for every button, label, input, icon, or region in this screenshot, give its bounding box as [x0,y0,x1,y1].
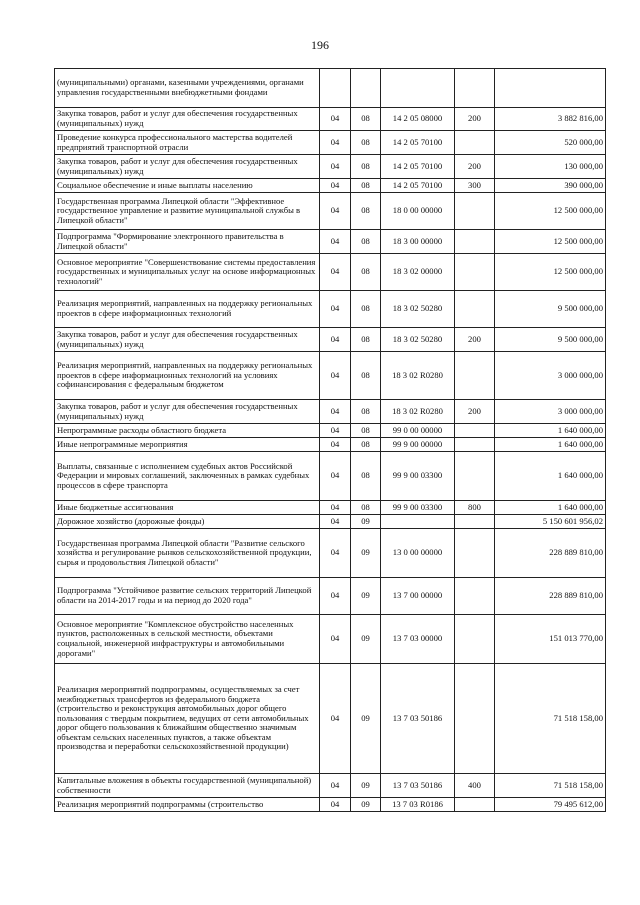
row-description: (муниципальными) органами, казенными учреждениями, органами управления государственными внебюджетными фондами [55,69,320,108]
row-expense-type [455,664,495,774]
row-section-code: 04 [320,155,351,179]
row-amount: 228 889 810,00 [495,578,606,615]
row-subsection-code [351,69,381,108]
table-row [55,328,606,352]
row-subsection-code: 08 [351,254,381,291]
row-description: Социальное обеспечение и иные выплаты населению [55,179,320,193]
table-row [55,452,606,501]
row-target-article: 18 3 02 R0280 [381,352,455,400]
table-row [55,424,606,438]
row-section-code: 04 [320,515,351,529]
row-expense-type [455,69,495,108]
table-row [55,664,606,774]
row-amount: 1 640 000,00 [495,438,606,452]
row-expense-type [455,452,495,501]
row-section-code: 04 [320,615,351,664]
row-target-article: 18 3 00 00000 [381,230,455,254]
row-target-article: 18 0 00 00000 [381,193,455,230]
row-amount: 9 500 000,00 [495,291,606,328]
row-description: Непрограммные расходы областного бюджета [55,424,320,438]
row-section-code: 04 [320,131,351,155]
row-description: Закупка товаров, работ и услуг для обеспечения государственных (муниципальных) нужд [55,108,320,131]
row-section-code: 04 [320,774,351,798]
table-row [55,230,606,254]
row-target-article: 18 3 02 00000 [381,254,455,291]
row-expense-type: 200 [455,328,495,352]
row-expense-type [455,230,495,254]
row-amount: 151 013 770,00 [495,615,606,664]
row-amount: 3 000 000,00 [495,352,606,400]
row-subsection-code: 08 [351,131,381,155]
row-subsection-code: 08 [351,179,381,193]
table-row [55,352,606,400]
row-subsection-code: 08 [351,328,381,352]
row-subsection-code: 08 [351,438,381,452]
row-target-article: 14 2 05 70100 [381,131,455,155]
row-target-article: 13 7 00 00000 [381,578,455,615]
row-amount [495,69,606,108]
table-row [55,400,606,424]
row-amount: 130 000,00 [495,155,606,179]
table-row [55,108,606,131]
row-section-code: 04 [320,291,351,328]
page-number: 196 [311,38,329,52]
row-target-article: 14 2 05 70100 [381,179,455,193]
row-description: Выплаты, связанные с исполнением судебных актов Российской Федерации и мировых соглашений, заключенных в рамках судебных процессов в сфере транспорта [55,452,320,501]
row-target-article: 14 2 05 70100 [381,155,455,179]
row-description: Основное мероприятие "Совершенствование системы предоставления государственных и муниципальных услуг на основе информационных технологий" [55,254,320,291]
row-amount: 390 000,00 [495,179,606,193]
row-section-code: 04 [320,529,351,578]
row-amount: 228 889 810,00 [495,529,606,578]
row-expense-type [455,424,495,438]
row-description: Реализация мероприятий, направленных на поддержку региональных проектов в сфере информационных технологий [55,291,320,328]
row-expense-type [455,291,495,328]
row-expense-type [455,529,495,578]
row-section-code: 04 [320,664,351,774]
row-subsection-code: 09 [351,515,381,529]
row-section-code: 04 [320,352,351,400]
table-row [55,69,606,108]
row-expense-type [455,254,495,291]
row-target-article: 13 7 03 50186 [381,774,455,798]
row-expense-type: 400 [455,774,495,798]
row-description: Реализация мероприятий подпрограммы (строительство [55,798,320,812]
row-amount: 1 640 000,00 [495,452,606,501]
table-row [55,155,606,179]
table-row [55,515,606,529]
row-expense-type [455,798,495,812]
row-amount: 9 500 000,00 [495,328,606,352]
table-row [55,254,606,291]
row-target-article: 18 3 02 50280 [381,291,455,328]
row-target-article: 99 9 00 03300 [381,501,455,515]
table-row [55,438,606,452]
row-description: Проведение конкурса профессионального мастерства водителей предприятий транспортной отрасли [55,131,320,155]
row-target-article [381,69,455,108]
table-row [55,798,606,812]
row-description: Дорожное хозяйство (дорожные фонды) [55,515,320,529]
row-target-article: 13 7 03 00000 [381,615,455,664]
row-target-article: 18 3 02 R0280 [381,400,455,424]
row-target-article [381,515,455,529]
row-expense-type [455,515,495,529]
row-amount: 71 518 158,00 [495,664,606,774]
row-target-article: 99 9 00 00000 [381,438,455,452]
row-subsection-code: 08 [351,155,381,179]
row-target-article: 99 9 00 03300 [381,452,455,501]
row-subsection-code: 09 [351,798,381,812]
row-description: Закупка товаров, работ и услуг для обеспечения государственных (муниципальных) нужд [55,155,320,179]
table-row [55,529,606,578]
row-expense-type [455,131,495,155]
row-expense-type [455,615,495,664]
table-row [55,131,606,155]
row-expense-type: 200 [455,155,495,179]
row-amount: 520 000,00 [495,131,606,155]
row-section-code: 04 [320,328,351,352]
row-amount: 12 500 000,00 [495,193,606,230]
row-target-article: 14 2 05 08000 [381,108,455,131]
row-description: Капитальные вложения в объекты государственной (муниципальной) собственности [55,774,320,798]
row-description: Иные бюджетные ассигнования [55,501,320,515]
row-description: Государственная программа Липецкой области "Эффективное государственное управление и развитие муниципальной службы в Липецкой области" [55,193,320,230]
row-subsection-code: 08 [351,108,381,131]
row-amount: 79 495 612,00 [495,798,606,812]
row-subsection-code: 09 [351,578,381,615]
row-section-code: 04 [320,452,351,501]
row-section-code: 04 [320,230,351,254]
row-section-code: 04 [320,193,351,230]
row-description: Иные непрограммные мероприятия [55,438,320,452]
row-expense-type: 200 [455,108,495,131]
row-description: Закупка товаров, работ и услуг для обеспечения государственных (муниципальных) нужд [55,400,320,424]
row-description: Закупка товаров, работ и услуг для обеспечения государственных (муниципальных) нужд [55,328,320,352]
row-target-article: 99 0 00 00000 [381,424,455,438]
row-description: Государственная программа Липецкой области "Развитие сельского хозяйства и регулирование рынков сельскохозяйственной продукции, сырья и продовольствия Липецкой области" [55,529,320,578]
table-row [55,615,606,664]
row-expense-type: 200 [455,400,495,424]
row-section-code: 04 [320,438,351,452]
row-section-code: 04 [320,400,351,424]
row-target-article: 13 7 03 50186 [381,664,455,774]
row-amount: 3 882 816,00 [495,108,606,131]
row-subsection-code: 09 [351,664,381,774]
row-expense-type: 800 [455,501,495,515]
table-row [55,501,606,515]
row-subsection-code: 08 [351,291,381,328]
row-subsection-code: 08 [351,352,381,400]
row-subsection-code: 08 [351,193,381,230]
table-row [55,193,606,230]
row-expense-type: 300 [455,179,495,193]
row-expense-type [455,193,495,230]
row-section-code: 04 [320,254,351,291]
table-row [55,179,606,193]
row-subsection-code: 08 [351,501,381,515]
row-subsection-code: 08 [351,400,381,424]
row-section-code: 04 [320,501,351,515]
row-subsection-code: 08 [351,230,381,254]
row-subsection-code: 08 [351,452,381,501]
row-amount: 1 640 000,00 [495,501,606,515]
row-subsection-code: 09 [351,529,381,578]
row-section-code [320,69,351,108]
row-section-code: 04 [320,179,351,193]
row-target-article: 18 3 02 50280 [381,328,455,352]
table-row [55,291,606,328]
row-description: Реализация мероприятий подпрограммы, осуществляемых за счет межбюджетных трансфертов из федерального бюджета (строительство и реконструкция автомобильных дорог общего пользования с твердым покрытием, ведущих от сети автомобильных дорог общего пользования к ближайшим общественно значимым объектам сельских населенных пунктов, а также объектам производства и переработки сельскохозяйственной продукции) [55,664,320,774]
row-expense-type [455,438,495,452]
table-body [55,69,606,812]
row-section-code: 04 [320,578,351,615]
row-target-article: 13 7 03 R0186 [381,798,455,812]
row-amount: 12 500 000,00 [495,254,606,291]
row-description: Подпрограмма "Формирование электронного правительства в Липецкой области" [55,230,320,254]
row-amount: 12 500 000,00 [495,230,606,254]
row-subsection-code: 08 [351,424,381,438]
row-section-code: 04 [320,424,351,438]
row-expense-type [455,352,495,400]
row-description: Реализация мероприятий, направленных на поддержку региональных проектов в сфере информационных технологий на условиях софинансирования с федеральным бюджетом [55,352,320,400]
table-row [55,578,606,615]
row-expense-type [455,578,495,615]
row-amount: 3 000 000,00 [495,400,606,424]
row-amount: 1 640 000,00 [495,424,606,438]
row-description: Основное мероприятие "Комплексное обустройство населенных пунктов, расположенных в сельской местности, объектами социальной, инженерной инфраструктуры и автомобильными дорогами" [55,615,320,664]
row-target-article: 13 0 00 00000 [381,529,455,578]
row-subsection-code: 09 [351,774,381,798]
row-subsection-code: 09 [351,615,381,664]
budget-table [54,68,606,812]
row-section-code: 04 [320,108,351,131]
row-amount: 71 518 158,00 [495,774,606,798]
row-section-code: 04 [320,798,351,812]
row-description: Подпрограмма "Устойчивое развитие сельских территорий Липецкой области на 2014-2017 годы и на период до 2020 года" [55,578,320,615]
row-amount: 5 150 601 956,02 [495,515,606,529]
table-row [55,774,606,798]
